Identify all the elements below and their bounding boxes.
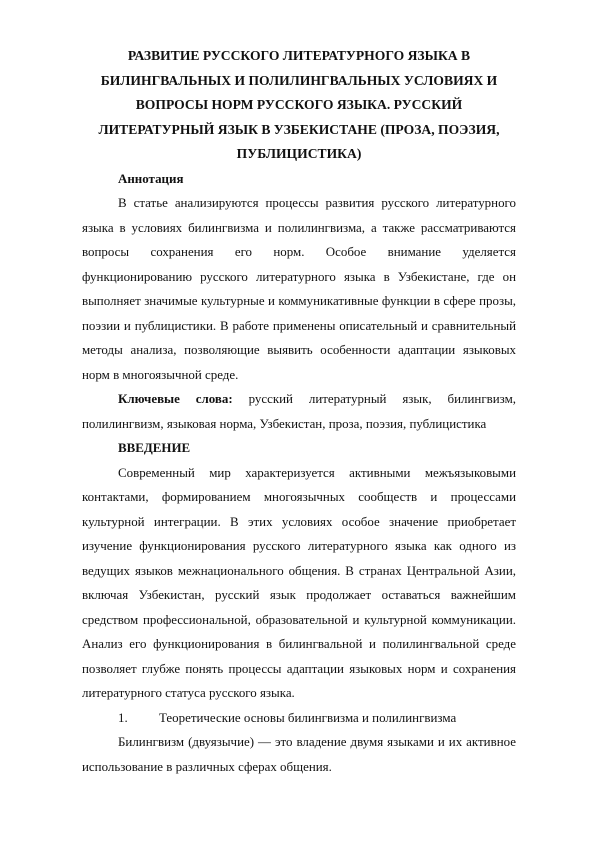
page-content xyxy=(82,44,516,779)
section-1-text: Билингвизм (двуязычие) — это владение двумя языками и их активное использование в различных сферах общения. xyxy=(82,734,516,774)
section-number: 1. xyxy=(118,709,128,725)
annotation-text: В статье анализируются процессы развития русского литературного языка в условиях билингвизма и полилингвизма, а также рассматриваются вопросы сохранения его норм. Особое внимание уделяется функционированию русского литературного языка в Узбекистане, где он выполняет значимые культурные и коммуникативные функции в сфере прозы, поэзии и публицистики. В работе применены описательный и сравнительный методы анализа, позволяющие выявить особенности адаптации языковых норм в многоязычной среде. xyxy=(82,195,516,382)
introduction-text: Современный мир характеризуется активными межъязыковыми контактами, формированием многоязычных сообществ и процессами культурной интеграции. В этих условиях особое значение приобретает изучение функционирования русского литературного языка как одного из ведущих языков межнационального общения. В странах Центральной Азии, включая Узбекистан, русский язык продолжает оставаться важнейшим средством профессиональной, образовательной и культурной коммуникации. Анализ его функционирования в билингвальной и полилингвальной среде позволяет глубже понять процессы адаптации языковых норм и сохранения литературного статуса русского языка. xyxy=(82,464,516,700)
keywords-label: Ключевые слова: xyxy=(118,391,233,406)
introduction-heading: ВВЕДЕНИЕ xyxy=(118,440,191,455)
section-title: Теоретические основы билингвизма и полилингвизма xyxy=(159,709,457,725)
annotation-heading: Аннотация xyxy=(118,170,184,186)
keywords-text: русский литературный язык, билингвизм, полилингвизм, языковая норма, Узбекистан, проза, поэзия, публицистика xyxy=(82,391,517,431)
keywords-paragraph xyxy=(82,387,516,436)
section-1-heading xyxy=(82,706,516,731)
article-title: РАЗВИТИЕ РУССКОГО ЛИТЕРАТУРНОГО ЯЗЫКА В БИЛИНГВАЛЬНЫХ И ПОЛИЛИНГВАЛЬНЫХ УСЛОВИЯХ И ВОПРОСЫ НОРМ РУССКОГО ЯЗЫКА. РУССКИЙ ЛИТЕРАТУРНЫЙ ЯЗЫК В УЗБЕКИСТАНЕ (ПРОЗА, ПОЭЗИЯ, ПУБЛИЦИСТИКА) xyxy=(98,48,500,161)
